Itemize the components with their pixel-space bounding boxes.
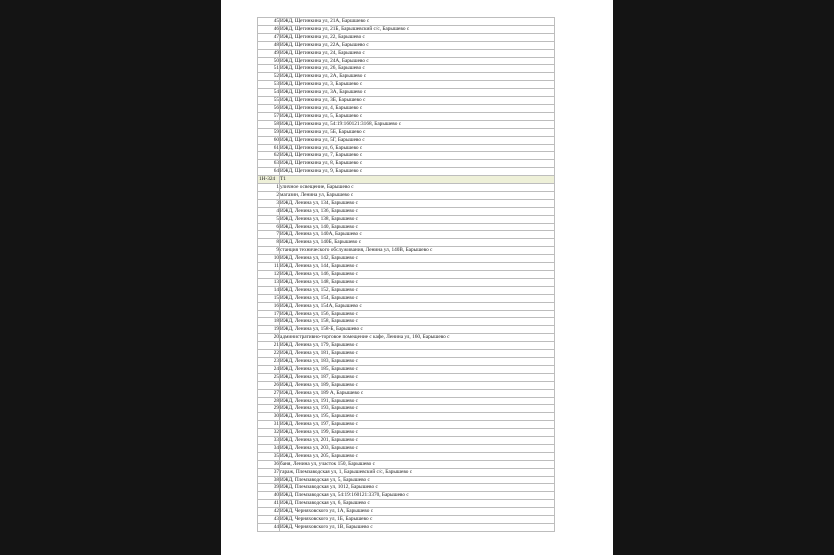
table-row: [258, 89, 555, 97]
section-label: Т1: [280, 176, 555, 184]
row-number: 13: [258, 278, 280, 286]
table-row: [258, 286, 555, 294]
row-address: ИЖД, Ленина ул, 144, Барышево с: [280, 263, 555, 271]
row-address: ИЖД, Щетинкина ул, 6, Барышево с: [280, 144, 555, 152]
table-row: [258, 397, 555, 405]
row-address: ИЖД, Щетинкина ул, 3, Барышево с: [280, 81, 555, 89]
row-address: ИЖД, Ленина ул, 189, Барышево с: [280, 381, 555, 389]
row-number: 35: [258, 452, 280, 460]
row-number: 32: [258, 429, 280, 437]
table-row: [258, 516, 555, 524]
row-address: ИЖД, Щетинкина ул, 8, Барышево с: [280, 160, 555, 168]
row-number: 58: [258, 120, 280, 128]
table-row: [258, 49, 555, 57]
table-row: [258, 152, 555, 160]
row-address: ИЖД, Ленина ул, 154А, Барышево с: [280, 302, 555, 310]
address-table: [257, 17, 555, 532]
table-row: [258, 381, 555, 389]
row-number: 42: [258, 508, 280, 516]
row-address: ИЖД, Ленина ул, 179, Барышево с: [280, 342, 555, 350]
row-number: 61: [258, 144, 280, 152]
row-address: ИЖД, Ленина ул, 134, Барышево с: [280, 199, 555, 207]
row-number: 15: [258, 294, 280, 302]
row-address: баня, Ленина ул, участок 150, Барышево с: [280, 460, 555, 468]
row-address: ИЖД, Ленина ул, 181, Барышево с: [280, 350, 555, 358]
table-row: [258, 239, 555, 247]
row-address: ИЖД, Ленина ул, 201, Барышево с: [280, 437, 555, 445]
row-number: 57: [258, 112, 280, 120]
table-row: [258, 25, 555, 33]
row-address: ИЖД, Щетинкина ул, 3А, Барышево с: [280, 89, 555, 97]
row-address: ИЖД, Щетинкина ул, 26, Барышево с: [280, 65, 555, 73]
row-address: ИЖД, Черняховского ул, 1А, Барышево с: [280, 508, 555, 516]
row-address: ИЖД, Ленина ул, 195, Барышево с: [280, 413, 555, 421]
row-address: ИЖД, Щетинкина ул, 54:19:160121:3168, Барышево с: [280, 120, 555, 128]
row-number: 40: [258, 492, 280, 500]
row-address: ИЖД, Ленина ул, 189 А, Барышево с: [280, 389, 555, 397]
table-row: [258, 223, 555, 231]
row-address: ИЖД, Ленина ул, 185, Барышево с: [280, 365, 555, 373]
row-number: 33: [258, 437, 280, 445]
row-number: 8: [258, 239, 280, 247]
section-header-row: [258, 176, 555, 184]
row-number: 47: [258, 33, 280, 41]
row-number: 25: [258, 373, 280, 381]
table-row: [258, 184, 555, 192]
row-address: ИЖД, Щетинкина ул, 3Б, Барышево с: [280, 97, 555, 105]
table-row: [258, 294, 555, 302]
table-row: [258, 97, 555, 105]
row-number: 52: [258, 73, 280, 81]
row-number: 10: [258, 255, 280, 263]
row-address: ИЖД, Ленина ул, 203, Барышево с: [280, 444, 555, 452]
row-address: ИЖД, Ленина ул, 146, Барышево с: [280, 271, 555, 279]
table-row: [258, 191, 555, 199]
table-row: [258, 437, 555, 445]
table-row: [258, 524, 555, 532]
row-number: 41: [258, 500, 280, 508]
table-row: [258, 81, 555, 89]
table-row: [258, 136, 555, 144]
row-address: ИЖД, Ленина ул, 156, Барышево с: [280, 310, 555, 318]
row-address: магазин, Ленина ул, Барышево с: [280, 191, 555, 199]
table-row: [258, 65, 555, 73]
table-row: [258, 33, 555, 41]
row-address: ИЖД, Ленина ул, 158-Б, Барышево с: [280, 326, 555, 334]
row-address: ИЖД, Ленина ул, 205, Барышево с: [280, 452, 555, 460]
table-row: [258, 57, 555, 65]
row-number: 26: [258, 381, 280, 389]
row-address: ИЖД, Ленина ул, 154, Барышево с: [280, 294, 555, 302]
row-address: ИЖД, Ленина ул, 152, Барышево с: [280, 286, 555, 294]
row-number: 3: [258, 199, 280, 207]
row-number: 31: [258, 421, 280, 429]
table-row: [258, 326, 555, 334]
row-address: ИЖД, Ленина ул, 140, Барышево с: [280, 223, 555, 231]
row-number: 23: [258, 357, 280, 365]
row-address: ИЖД, Ленина ул, 138, Барышево с: [280, 215, 555, 223]
row-number: 54: [258, 89, 280, 97]
row-address: ИЖД, Ленина ул, 191, Барышево с: [280, 397, 555, 405]
row-address: ИЖД, Щетинкина ул, 7, Барышево с: [280, 152, 555, 160]
table-row: [258, 215, 555, 223]
row-address: ИЖД, Щетинкина ул, 24А, Барышево с: [280, 57, 555, 65]
table-row: [258, 334, 555, 342]
table-row: [258, 508, 555, 516]
table-row: [258, 247, 555, 255]
row-number: 7: [258, 231, 280, 239]
row-number: 56: [258, 104, 280, 112]
table-row: [258, 444, 555, 452]
row-address: ИЖД, Племзаводская ул, 5, Барышево с: [280, 476, 555, 484]
row-address: ИЖД, Щетинкина ул, 5Г, Барышево с: [280, 136, 555, 144]
row-number: 36: [258, 460, 280, 468]
row-number: 17: [258, 310, 280, 318]
row-address: гараж, Племзаводская ул, 1, Барышевский с/с, Барышево с: [280, 468, 555, 476]
table-row: [258, 104, 555, 112]
row-number: 55: [258, 97, 280, 105]
row-address: ИЖД, Ленина ул, 148, Барышево с: [280, 278, 555, 286]
table-row: [258, 128, 555, 136]
row-number: 46: [258, 25, 280, 33]
table-row: [258, 357, 555, 365]
row-address: ИЖД, Щетинкина ул, 24, Барышево с: [280, 49, 555, 57]
table-row: [258, 168, 555, 176]
table-row: [258, 413, 555, 421]
row-number: 53: [258, 81, 280, 89]
table-row: [258, 18, 555, 26]
row-number: 16: [258, 302, 280, 310]
row-number: 27: [258, 389, 280, 397]
table-row: [258, 429, 555, 437]
row-number: 48: [258, 41, 280, 49]
table-row: [258, 310, 555, 318]
table-row: [258, 492, 555, 500]
row-number: 19: [258, 326, 280, 334]
row-number: 1: [258, 184, 280, 192]
row-number: 14: [258, 286, 280, 294]
row-number: 50: [258, 57, 280, 65]
row-address: ИЖД, Щетинкина ул, 5Б, Барышево с: [280, 128, 555, 136]
table-row: [258, 120, 555, 128]
row-address: ИЖД, Ленина ул, 158, Барышево с: [280, 318, 555, 326]
table-row: [258, 342, 555, 350]
row-number: 37: [258, 468, 280, 476]
row-number: 22: [258, 350, 280, 358]
row-address: ИЖД, Щетинкина ул, 22, Барышево с: [280, 33, 555, 41]
row-number: 20: [258, 334, 280, 342]
row-address: ИЖД, Ленина ул, 136, Барышево с: [280, 207, 555, 215]
row-number: 60: [258, 136, 280, 144]
table-row: [258, 199, 555, 207]
table-row: [258, 389, 555, 397]
row-address: ИЖД, Щетинкина ул, 9, Барышево с: [280, 168, 555, 176]
row-address: ИЖД, Черняховского ул, 1В, Барышево с: [280, 524, 555, 532]
row-address: ИЖД, Ленина ул, 193, Барышево с: [280, 405, 555, 413]
table-row: [258, 41, 555, 49]
row-number: 30: [258, 413, 280, 421]
table-row: [258, 271, 555, 279]
row-address: ИЖД, Щетинкина ул, 4, Барышево с: [280, 104, 555, 112]
row-number: 24: [258, 365, 280, 373]
address-table-body: [258, 18, 555, 532]
row-address: ИЖД, Черняховского ул, 1Б, Барышево с: [280, 516, 555, 524]
row-number: 64: [258, 168, 280, 176]
row-address: ИЖД, Племзаводская ул, 6, Барышево с: [280, 500, 555, 508]
row-number: 21: [258, 342, 280, 350]
row-address: уличное освещение, Барышево с: [280, 184, 555, 192]
table-row: [258, 318, 555, 326]
row-address: ИЖД, Ленина ул, 140А, Барышево с: [280, 231, 555, 239]
row-number: 29: [258, 405, 280, 413]
row-number: 4: [258, 207, 280, 215]
row-number: 45: [258, 18, 280, 26]
row-number: 38: [258, 476, 280, 484]
row-address: ИЖД, Племзаводская ул, 54:19:160121:3370, Барышево с: [280, 492, 555, 500]
row-number: 34: [258, 444, 280, 452]
table-row: [258, 365, 555, 373]
row-address: ИЖД, Ленина ул, 197, Барышево с: [280, 421, 555, 429]
table-row: [258, 112, 555, 120]
row-address: станция технического обслуживания, Ленина ул, 140В, Барышево с: [280, 247, 555, 255]
row-address: ИЖД, Ленина ул, 187, Барышево с: [280, 373, 555, 381]
row-number: 12: [258, 271, 280, 279]
table-row: [258, 207, 555, 215]
table-row: [258, 160, 555, 168]
row-address: ИЖД, Щетинкина ул, 2А, Барышево с: [280, 73, 555, 81]
row-number: 2: [258, 191, 280, 199]
table-row: [258, 460, 555, 468]
row-address: ИЖД, Щетинкина ул, 21А, Баршшево с: [280, 18, 555, 26]
table-row: [258, 476, 555, 484]
row-address: ИЖД, Щетинкина ул, 5, Барышево с: [280, 112, 555, 120]
section-id: 1Н-324: [258, 176, 280, 184]
row-address: ИЖД, Щетинкина ул, 21Б, Барышевский с/с, Барышево с: [280, 25, 555, 33]
row-number: 39: [258, 484, 280, 492]
table-row: [258, 468, 555, 476]
row-number: 9: [258, 247, 280, 255]
table-row: [258, 263, 555, 271]
row-number: 59: [258, 128, 280, 136]
table-row: [258, 452, 555, 460]
row-number: 62: [258, 152, 280, 160]
table-row: [258, 73, 555, 81]
row-address: ИЖД, Ленина ул, 140Б, Барышево с: [280, 239, 555, 247]
table-row: [258, 278, 555, 286]
table-row: [258, 405, 555, 413]
row-number: 5: [258, 215, 280, 223]
table-row: [258, 255, 555, 263]
row-address: административно-торговое помещение с кафе, Ленина ул, 160, Барышево с: [280, 334, 555, 342]
table-row: [258, 302, 555, 310]
row-number: 28: [258, 397, 280, 405]
row-address: ИЖД, Щетинкина ул, 22А, Барышево с: [280, 41, 555, 49]
table-row: [258, 144, 555, 152]
row-number: 51: [258, 65, 280, 73]
row-number: 43: [258, 516, 280, 524]
row-address: ИЖД, Ленина ул, 183, Барышево с: [280, 357, 555, 365]
table-row: [258, 500, 555, 508]
table-row: [258, 421, 555, 429]
row-address: ИЖД, Ленина ул, 199, Барышево с: [280, 429, 555, 437]
table-row: [258, 373, 555, 381]
row-number: 63: [258, 160, 280, 168]
row-address: ИЖД, Ленина ул, 142, Барышево с: [280, 255, 555, 263]
row-number: 18: [258, 318, 280, 326]
table-row: [258, 350, 555, 358]
row-number: 49: [258, 49, 280, 57]
row-number: 6: [258, 223, 280, 231]
table-row: [258, 231, 555, 239]
table-row: [258, 484, 555, 492]
row-address: ИЖД, Племзаводская ул, 1012, Барышево с: [280, 484, 555, 492]
row-number: 44: [258, 524, 280, 532]
document-page[interactable]: [221, 0, 613, 555]
row-number: 11: [258, 263, 280, 271]
